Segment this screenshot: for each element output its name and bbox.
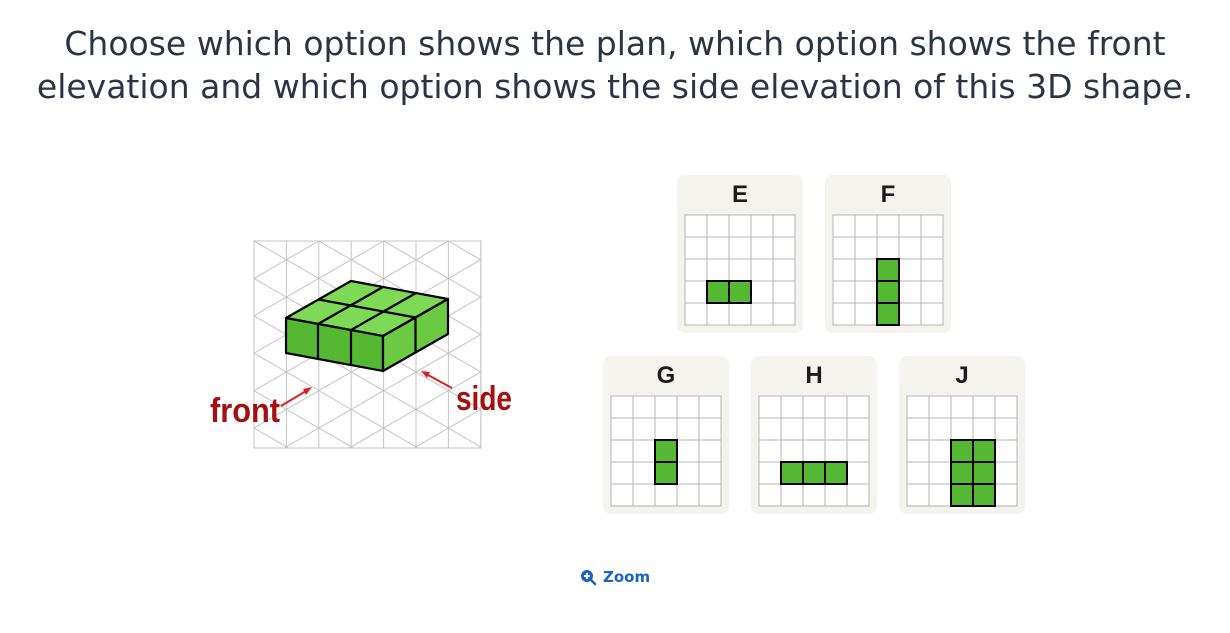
option-card-j[interactable] — [899, 356, 1025, 514]
filled-square — [951, 462, 973, 484]
front-label: front — [210, 392, 280, 430]
filled-square — [655, 440, 677, 462]
filled-square — [973, 462, 995, 484]
filled-square — [781, 462, 803, 484]
cuboid — [286, 281, 448, 371]
question-line-2: elevation and which option shows the side elevation of this 3D shape. — [36, 67, 1194, 106]
filled-square — [951, 484, 973, 506]
filled-square — [729, 281, 751, 303]
zoom-in-icon — [580, 569, 597, 586]
option-card-g[interactable] — [603, 356, 729, 514]
option-letter: H — [805, 362, 823, 389]
side-label: side — [456, 380, 512, 418]
isometric-figure — [200, 230, 530, 460]
option-letter: F — [880, 181, 896, 208]
question-text — [0, 22, 1230, 108]
option-grid — [906, 395, 1018, 507]
filled-square — [707, 281, 729, 303]
filled-square — [877, 259, 899, 281]
filled-square — [973, 484, 995, 506]
zoom-label: Zoom — [603, 568, 651, 586]
option-letter: G — [656, 362, 676, 389]
zoom-button[interactable] — [580, 568, 650, 586]
option-grid — [832, 214, 944, 326]
option-grid — [758, 395, 870, 507]
option-card-f[interactable] — [825, 175, 951, 333]
filled-square — [877, 281, 899, 303]
option-grid — [684, 214, 796, 326]
filled-square — [825, 462, 847, 484]
option-grid — [610, 395, 722, 507]
option-letter: J — [955, 362, 969, 389]
question-line-1: Choose which option shows the plan, which option shows the front — [64, 24, 1166, 63]
filled-square — [803, 462, 825, 484]
option-card-h[interactable] — [751, 356, 877, 514]
option-letter: E — [731, 181, 748, 208]
side-arrow — [421, 371, 452, 388]
filled-square — [877, 303, 899, 325]
filled-square — [951, 440, 973, 462]
filled-square — [655, 462, 677, 484]
option-card-e[interactable] — [677, 175, 803, 333]
filled-square — [973, 440, 995, 462]
